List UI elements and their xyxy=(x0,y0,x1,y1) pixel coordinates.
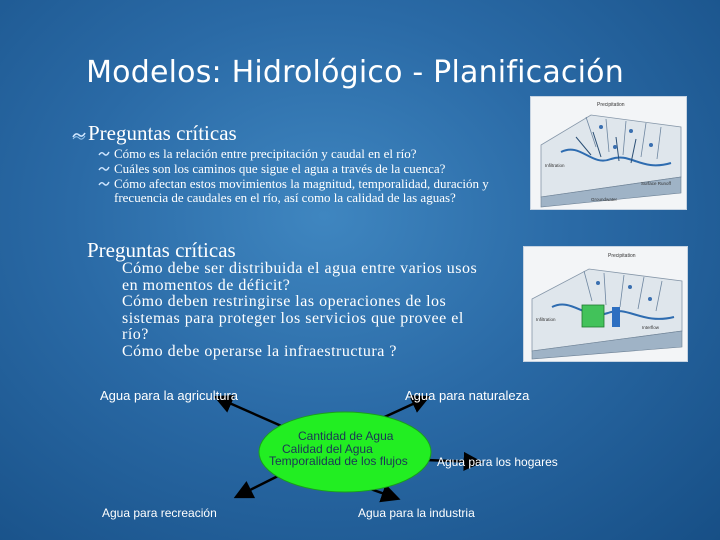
section2-line: río? xyxy=(122,326,149,343)
section2-line: Cómo debe operarse la infraestructura ? xyxy=(122,342,397,360)
list-item-text: Cómo afectan estos movimientos la magnitud, temporalidad, duración y frecuencia de caudales en el río, así como la calidad de las aguas? xyxy=(114,176,489,205)
precipitation-label-2: Precipitation xyxy=(608,253,636,259)
groundwater-label: Groundwater xyxy=(591,197,618,202)
slide-title: Modelos: Hidrológico - Planificación xyxy=(86,55,624,90)
precipitation-label: Precipitation xyxy=(597,102,625,108)
section1-heading: Preguntas críticas xyxy=(88,121,237,145)
section2-line: Cómo deben restringirse las operaciones de los xyxy=(122,293,447,310)
section2-heading: Preguntas críticas xyxy=(87,238,236,262)
label-recreacion: Agua para recreación xyxy=(102,506,217,520)
center-line-3: Temporalidad de los flujos xyxy=(269,454,408,468)
label-agricultura: Agua para la agricultura xyxy=(100,388,239,403)
section2-line: en momentos de déficit? xyxy=(122,276,291,294)
section2-line: Cómo debe ser distribuida el agua entre varios usos xyxy=(122,260,478,277)
interflow-label: Interflow xyxy=(642,325,660,330)
list-item-text: Cuáles son los caminos que sigue el agua a través de la cuenca? xyxy=(114,161,446,176)
runoff-label: Surface Runoff xyxy=(641,181,671,186)
center-line-2: Calidad del Agua xyxy=(282,442,373,456)
infiltration-label-2: Infiltration xyxy=(536,317,556,322)
label-industria: Agua para la industria xyxy=(358,506,475,520)
center-line-1: Cantidad de Agua xyxy=(298,429,394,443)
label-naturaleza: Agua para naturaleza xyxy=(405,388,530,403)
list-item-text: Cómo es la relación entre precipitación y caudal en el río? xyxy=(114,146,417,161)
section2-line: sistemas para proteger los servicios que provee el xyxy=(122,309,464,327)
label-hogares: Agua para los hogares xyxy=(437,455,558,469)
infiltration-label: Infiltration xyxy=(545,163,565,168)
